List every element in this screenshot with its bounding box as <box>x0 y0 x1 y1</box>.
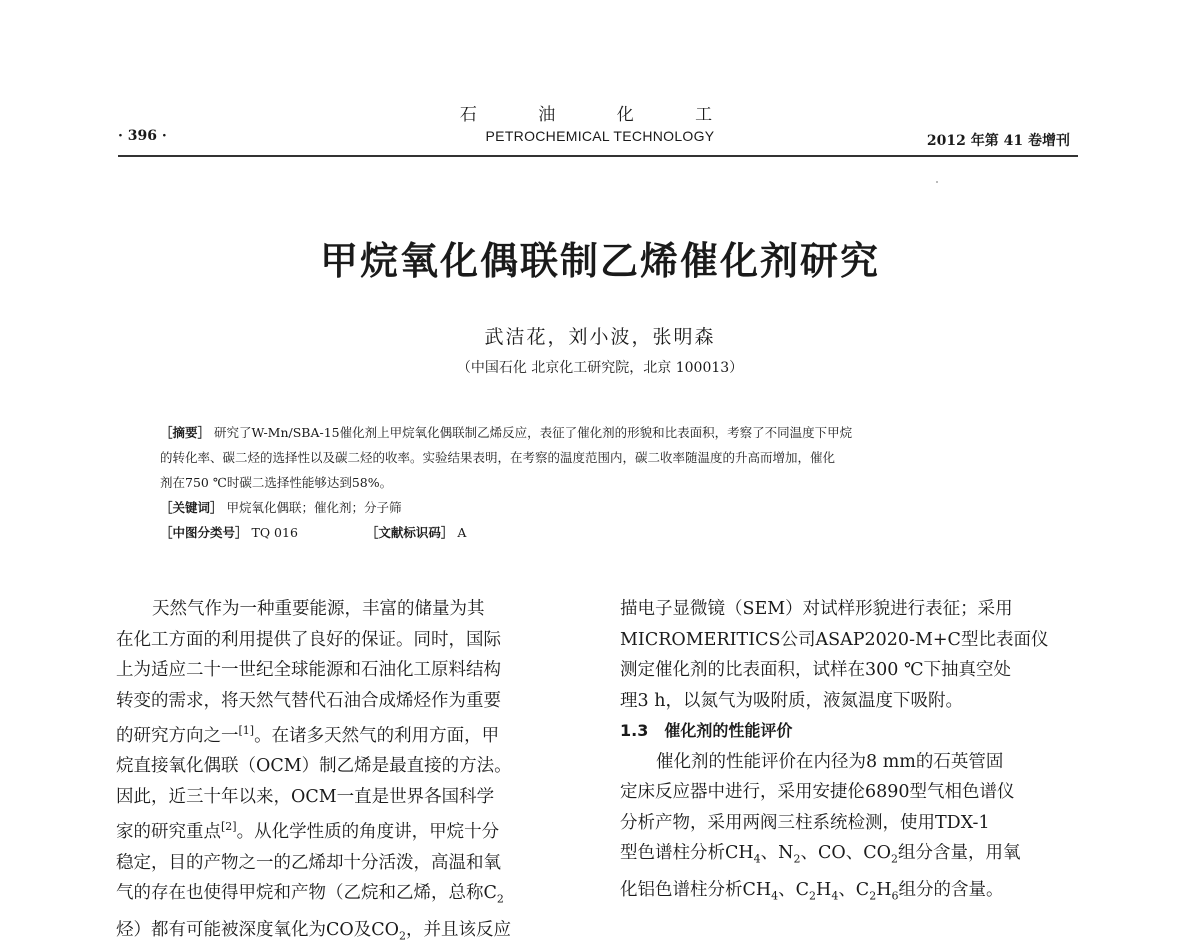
subscript: 4 <box>771 889 779 903</box>
body-column-right <box>620 594 1100 912</box>
body-text: 型色谱柱分析CH <box>620 843 754 863</box>
abstract-text: 研究了W-Mn/SBA-15催化剂上甲烷氧化偶联制乙烯反应，表征了催化剂的形貌和比表面积，考察了不同温度下甲烷 <box>214 425 853 440</box>
issue-info: 2012 年第 41 卷增刊 <box>926 133 1070 149</box>
body-line: 烷直接氧化偶联（OCM）制乙烯是最直接的方法。 <box>116 756 512 777</box>
body-line: 稳定，目的产物之一的乙烯却十分活泼，高温和氧 <box>116 852 501 873</box>
body-text: 。在诸多天然气的利用方面，甲 <box>254 725 500 746</box>
body-text: 的研究方向之一 <box>116 725 239 746</box>
keywords-label: ［关键词］ <box>160 500 223 515</box>
body-line: 催化剂的性能评价在内径为8 mm的石英管固 <box>656 751 1004 772</box>
subscript: 6 <box>891 889 899 903</box>
body-text: 、C <box>778 880 810 900</box>
body-line: MICROMERITICS公司ASAP2020-M+C型比表面仪 <box>620 629 1049 650</box>
body-line: 上为适应二十一世纪全球能源和石油化工原料结构 <box>116 660 501 680</box>
body-text: H <box>816 880 832 900</box>
body-line: 描电子显微镜（SEM）对试样形貌进行表征；采用 <box>620 599 1013 619</box>
body-line: 定床反应器中进行，采用安捷伦6890型气相色谱仪 <box>620 782 1015 802</box>
journal-title-chinese: 石 油 化 工 <box>459 105 741 125</box>
subscript: 2 <box>496 892 504 906</box>
subscript: 2 <box>398 929 406 943</box>
body-text: 、CO、CO <box>800 843 891 863</box>
clc-label: ［中图分类号］ <box>160 525 248 540</box>
body-line <box>116 812 596 847</box>
abstract-line <box>160 420 1040 445</box>
doc-code: A <box>457 525 467 540</box>
abstract-line: 的转化率、碳二烃的选择性以及碳二烃的收率。实验结果表明，在考察的温度范围内，碳二收率随温度的升高而增加，催化 <box>160 450 836 465</box>
keywords: 甲烷氧化偶联；催化剂；分子筛 <box>226 500 402 515</box>
body-text: 组分含量，用氧 <box>897 843 1021 863</box>
doc-code-label: ［文献标识码］ <box>365 525 454 540</box>
citation-ref[interactable]: [2] <box>221 820 237 834</box>
subscript: 2 <box>793 852 801 866</box>
body-text: 、N <box>760 843 794 863</box>
body-text: 烃）都有可能被深度氧化为CO及CO <box>116 920 399 941</box>
abstract-block <box>160 420 1040 545</box>
article-title: 甲烷氧化偶联制乙烯催化剂研究 <box>319 239 880 283</box>
header-rule <box>118 155 1078 157</box>
abstract-line: 剂在750 ℃时碳二选择性能够达到58%。 <box>160 475 393 490</box>
section-heading: 1.3 催化剂的性能评价 <box>620 721 793 740</box>
body-line: 天然气作为一种重要能源，丰富的储量为其 <box>152 599 485 619</box>
keywords-line <box>160 495 1040 520</box>
body-line: 测定催化剂的比表面积，试样在300 ℃下抽真空处 <box>620 660 1012 680</box>
affiliation: （中国石化 北京化工研究院，北京 100013） <box>456 360 744 376</box>
scan-speck <box>936 181 938 183</box>
body-line <box>116 878 596 915</box>
citation-ref[interactable]: [1] <box>238 724 255 737</box>
page-number: · 396 · <box>118 128 167 144</box>
subscript: 2 <box>890 852 898 866</box>
body-text: 、C <box>838 880 870 900</box>
body-line: 分析产物，采用两阀三柱系统检测，使用TDX-1 <box>620 812 990 833</box>
body-text: ，并且该反应 <box>405 920 511 941</box>
subscript: 4 <box>753 852 761 866</box>
body-text: 。从化学性质的角度讲，甲烷十分 <box>236 822 500 843</box>
classification-line <box>160 520 1040 545</box>
subscript: 2 <box>869 889 877 903</box>
body-line: 在化工方面的利用提供了良好的保证。同时，国际 <box>116 629 501 650</box>
authors: 武洁花，刘小波，张明森 <box>484 326 716 348</box>
journal-title-english: PETROCHEMICAL TECHNOLOGY <box>485 128 715 144</box>
body-column-left <box>116 594 596 952</box>
body-text: 化铝色谱柱分析CH <box>620 880 772 900</box>
abstract-label: ［摘要］ <box>160 425 211 440</box>
subscript: 4 <box>831 889 839 903</box>
body-line <box>116 915 596 952</box>
body-text: H <box>876 880 892 900</box>
body-line: 理3 h，以氮气为吸附质，液氮温度下吸附。 <box>620 690 963 711</box>
clc-code: TQ 016 <box>251 525 298 540</box>
body-line <box>620 875 1100 912</box>
body-text: 组分的含量。 <box>898 880 1004 900</box>
body-text: 气的存在也使得甲烷和产物（乙烷和乙烯，总称C <box>116 883 497 904</box>
subscript: 2 <box>809 889 817 903</box>
body-line <box>620 838 1100 875</box>
body-line: 转变的需求，将天然气替代石油合成烯烃作为重要 <box>116 690 501 711</box>
body-line <box>116 716 596 751</box>
body-line: 因此，近三十年以来，OCM一直是世界各国科学 <box>116 786 495 807</box>
body-text: 家的研究重点 <box>116 822 221 843</box>
